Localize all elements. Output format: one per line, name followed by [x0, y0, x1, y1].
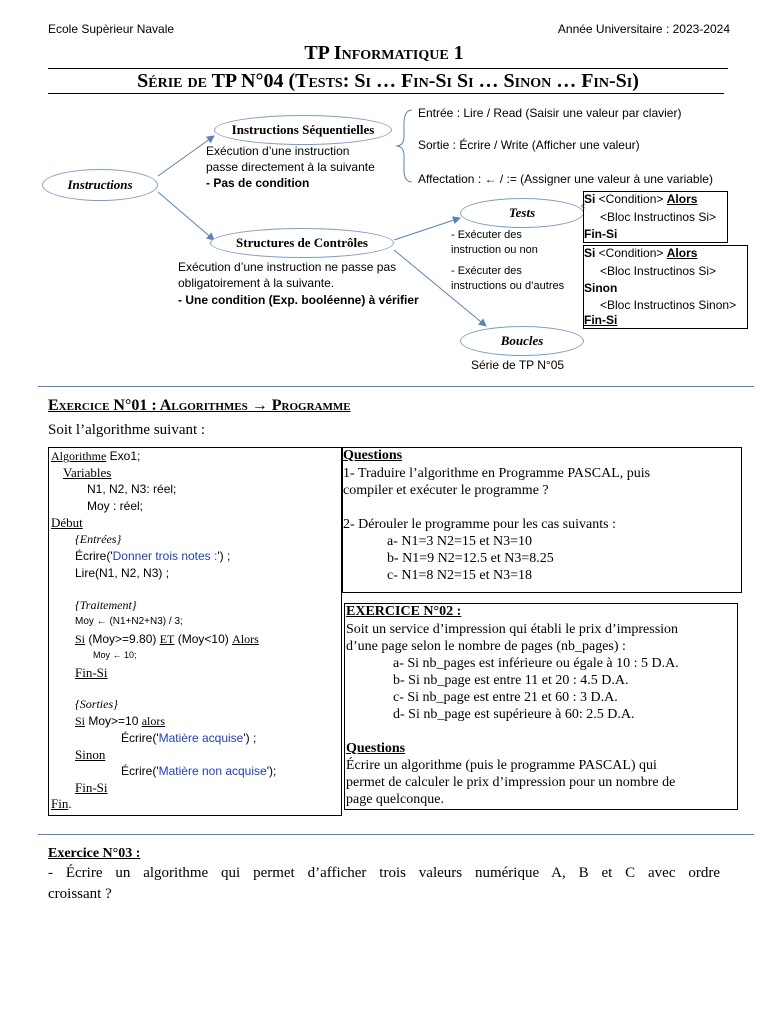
node-control: Structures de Contrôles [210, 228, 394, 258]
node-instructions: Instructions [42, 169, 158, 201]
io-write: Sortie : Écrire / Write (Afficher une valeur) [418, 138, 640, 152]
io-read: Entrée : Lire / Read (Saisir une valeur par clavier) [418, 106, 682, 120]
questions-box: Questions 1- Traduire l’algorithme en Programme PASCAL, puis compiler et exécuter le programme ? 2- Dérouler le programme pour les cas suivants : a- N1=3 N2=15 et N3=10 b- N1=9 N2=12.5 et N3=8.25 c- N1=8 N2=15 et N3=18 [342, 447, 742, 593]
si-structure-box: Si <Condition> Alors <Bloc Instructinos Si> Fin-Si [583, 191, 728, 243]
school-name: Ecole Supèrieur Navale [48, 22, 175, 36]
seq-desc-2: passe directement à la suivante [206, 160, 375, 174]
ctrl-desc-3: - Une condition (Exp. booléenne) à vérifier [178, 293, 419, 307]
seq-desc-3: - Pas de condition [206, 176, 310, 190]
node-tests: Tests [460, 198, 584, 228]
section-separator-2 [38, 834, 754, 835]
course-title: TP Informatique 1 [304, 42, 464, 64]
node-boucles: Boucles [460, 326, 584, 356]
section-separator-1 [38, 386, 754, 387]
tests-desc-2a: - Exécuter des [451, 265, 522, 277]
arrow-to-control [158, 192, 214, 240]
ex3-title: Exercice N°03 : [48, 846, 141, 861]
io-assign: Affectation : ← / := (Assigner une valeur à une variable) [418, 172, 713, 186]
ex1-intro: Soit l’algorithme suivant : [48, 422, 206, 438]
ex3-line-2: croissant ? [48, 886, 112, 902]
exercise-2-box: EXERCICE N°02 : Soit un service d’impression qui établi le prix d’impression d’une page selon le nombre de pages (nb_pages) : a- Si nb_pages est inférieure ou égale à 10 : 5 D.A. b- Si nb_page est entre 11 et 20 : 4.5 D.A. c- Si nb_page est entre 21 et 60 : 3 D.A. d- Si nb_page est supérieure à 60: 2.5 D.A. Questions Écrire un algorithme (puis le programme PASCAL) qui permet de calculer le prix d’impression pour un nombre de page quelconque. [344, 603, 738, 810]
ctrl-desc-2: obligatoirement à la suivante. [178, 276, 335, 290]
ex3-line-1: - Écrire un algorithme qui permet d’afficher trois valeurs numérique A, B et C avec ordre [48, 865, 720, 881]
ex1-title: Exercice N°01 : Algorithmes → Programme [48, 397, 351, 414]
algorithm-box: Algorithme Exo1; Variables N1, N2, N3: réel; Moy : réel; Début {Entrées} Écrire('Donner trois notes :') ; Lire(N1, N2, N3) ; {Traitement} Moy ← (N1+N2+N3) / 3; Si (Moy>=9.80) ET (Moy<10) Alors Moy ← 10; Fin-Si {Sorties} Si Moy>=10 alors Écrire('Matière acquise') ; Sinon Écrire('Matière non acquise'); Fin-Si Fin. [48, 447, 342, 816]
series-title: Série de TP N°04 (Tests: Si … Fin-Si Si … Sinon … Fin-Si) [137, 70, 639, 92]
tests-desc-1a: - Exécuter des [451, 229, 522, 241]
tests-desc-1b: instruction ou non [451, 244, 538, 256]
io-brace [396, 110, 412, 182]
node-sequential: Instructions Séquentielles [214, 115, 392, 145]
academic-year: Année Universitaire : 2023-2024 [557, 22, 730, 36]
ctrl-desc-1: Exécution d’une instruction ne passe pas [178, 260, 397, 274]
si-sinon-structure-box: Si <Condition> Alors <Bloc Instructinos Si> Sinon <Bloc Instructinos Sinon> Fin-Si [583, 245, 748, 329]
tests-desc-2b: instructions ou d’autres [451, 280, 565, 292]
seq-desc-1: Exécution d’une instruction [206, 144, 350, 158]
boucles-ref: Série de TP N°05 [471, 358, 565, 372]
